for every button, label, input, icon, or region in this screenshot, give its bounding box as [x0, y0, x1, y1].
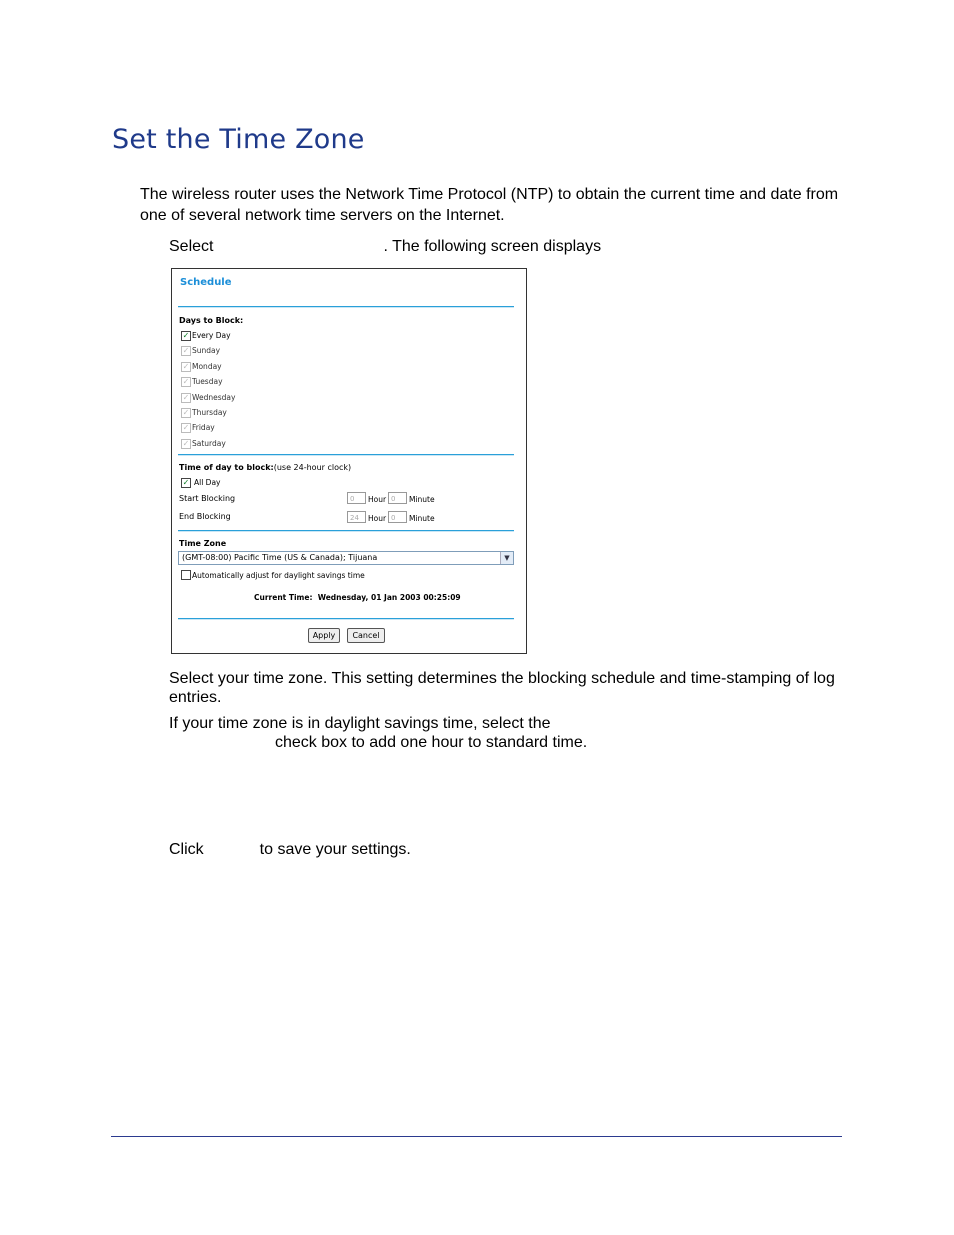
- cancel-button[interactable]: Cancel: [347, 628, 385, 643]
- all-day-checkbox[interactable]: ✓: [182, 478, 190, 487]
- time-of-day-label: [179, 463, 351, 472]
- time-of-day-bold: Time of day to block:: [179, 463, 274, 472]
- current-time-value: Wednesday, 01 Jan 2003 00:25:09: [317, 593, 461, 602]
- day-label: Saturday: [192, 439, 226, 448]
- step-apply-after: to save your settings.: [259, 841, 411, 858]
- day-checkbox: ✓: [182, 377, 190, 386]
- end-hour-label: Hour: [368, 514, 387, 523]
- footer-rule: [111, 1136, 842, 1137]
- day-checkbox: ✓: [182, 362, 190, 371]
- time-zone-select[interactable]: [178, 551, 514, 565]
- step-apply-before: Click: [169, 841, 204, 858]
- step-daylight-line2: check box to add one hour to standard time.: [275, 734, 588, 751]
- start-hour-input[interactable]: 0: [347, 492, 366, 504]
- current-time-label: Current Time:: [254, 593, 313, 602]
- divider: [178, 454, 514, 456]
- chevron-down-icon[interactable]: ▼: [500, 552, 513, 564]
- day-label: Sunday: [192, 346, 221, 355]
- apply-button[interactable]: Apply: [308, 628, 340, 643]
- time-zone-value: (GMT-08:00) Pacific Time (US & Canada); Tijuana: [182, 553, 378, 562]
- step-apply: [169, 839, 411, 860]
- intro-paragraph: The wireless router uses the Network Time Protocol (NTP) to obtain the current time and date from one of several network time servers on the Internet.: [140, 186, 839, 224]
- step-time-zone: Select your time zone. This setting determines the blocking schedule and time-stamping of log entries.: [169, 670, 835, 706]
- day-label: Every Day: [192, 331, 231, 340]
- dst-checkbox[interactable]: [181, 570, 191, 580]
- step-daylight-line1: If your time zone is in daylight savings time, select the: [169, 715, 551, 732]
- day-label: Tuesday: [192, 377, 223, 386]
- day-checkbox: ✓: [182, 439, 190, 448]
- dst-label: Automatically adjust for daylight savings time: [192, 571, 365, 580]
- start-minute-label: Minute: [409, 495, 435, 504]
- start-minute-input[interactable]: 0: [388, 492, 407, 504]
- end-minute-input[interactable]: 0: [388, 511, 407, 523]
- start-blocking-label: Start Blocking: [179, 494, 236, 503]
- step-select-after: . The following screen displays: [383, 238, 602, 255]
- page-title: Set the Time Zone: [112, 124, 365, 155]
- day-checkbox: ✓: [182, 408, 190, 417]
- day-label: Wednesday: [192, 393, 236, 402]
- start-hour-label: Hour: [368, 495, 387, 504]
- time-of-day-note: (use 24-hour clock): [273, 463, 352, 472]
- divider: [178, 618, 514, 620]
- day-label: Thursday: [192, 408, 227, 417]
- days-to-block-label: Days to Block:: [179, 316, 244, 325]
- schedule-title: Schedule: [180, 277, 232, 288]
- step-select-before: Select: [169, 238, 214, 255]
- end-hour-input[interactable]: 24: [347, 511, 366, 523]
- time-zone-label: Time Zone: [179, 539, 227, 548]
- day-checkbox: ✓: [182, 346, 190, 355]
- schedule-screenshot: [171, 268, 527, 654]
- divider: [178, 306, 514, 308]
- day-label: Monday: [192, 362, 222, 371]
- day-checkbox: ✓: [182, 393, 190, 402]
- step-select: [169, 236, 769, 257]
- end-blocking-label: End Blocking: [179, 512, 231, 521]
- day-checkbox: ✓: [182, 423, 190, 432]
- current-time: [254, 593, 461, 602]
- end-minute-label: Minute: [409, 514, 435, 523]
- day-label: Friday: [192, 423, 215, 432]
- day-checkbox[interactable]: ✓: [182, 331, 190, 340]
- all-day-label: All Day: [194, 478, 221, 487]
- step-daylight: [169, 714, 849, 752]
- divider: [178, 530, 514, 532]
